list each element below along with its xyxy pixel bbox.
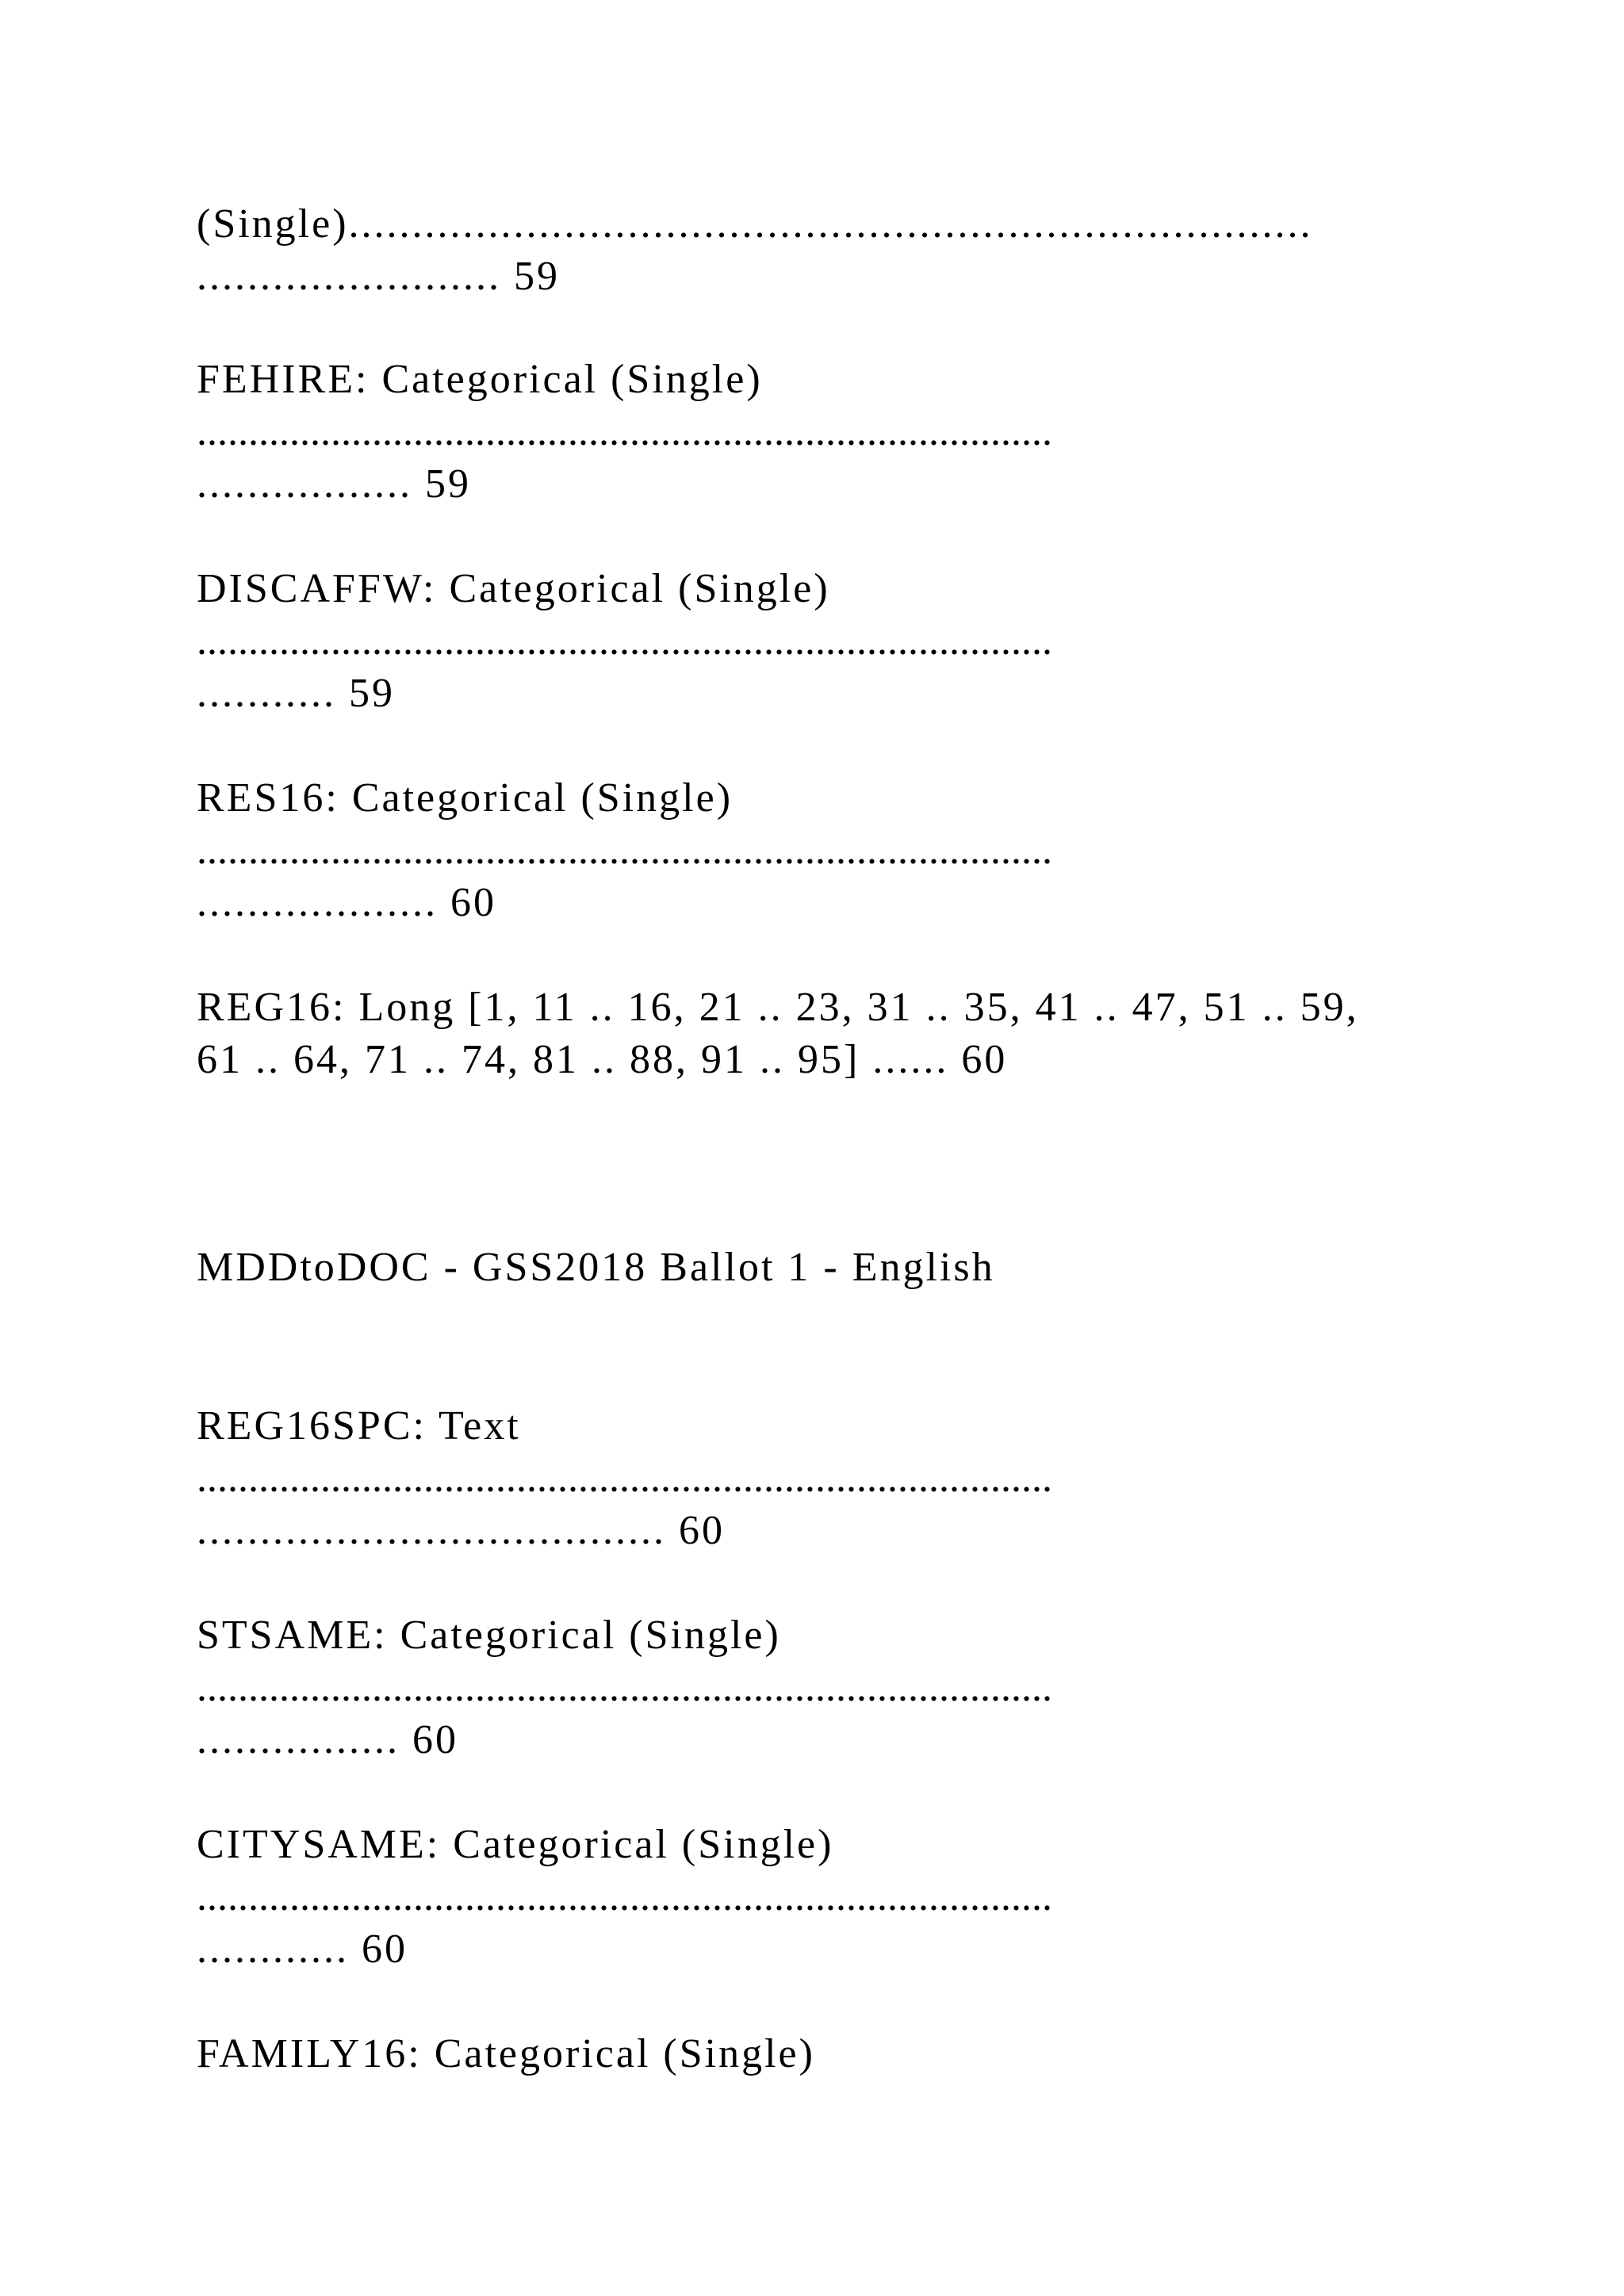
toc-entry-leader: ................................................................................... [197,409,1052,454]
toc-entry-leader: ................................................................................... [197,1874,1052,1919]
toc-entry-title: DISCAFFW: Categorical (Single) [197,566,830,611]
document-header: MDDtoDOC - GSS2018 Ballot 1 - English [197,1245,995,1290]
toc-entry-title: STSAME: Categorical (Single) [197,1613,781,1658]
toc-entry-title: CITYSAME: Categorical (Single) [197,1822,834,1867]
toc-entry-page-line: ........................ 59 [197,254,560,299]
toc-entry-page-line: ................ 60 [197,1717,458,1762]
toc-entry-leader: ................................................................................... [197,1665,1052,1710]
toc-entry-page-line: ................. 59 [197,461,471,507]
toc-entry-page-line: ..................................... 60 [197,1508,725,1553]
toc-entry-line: (Single)............................................................................ [197,201,1313,247]
toc-entry-page-line: 61 .. 64, 71 .. 74, 81 .. 88, 91 .. 95] ...... 60 [197,1037,1008,1082]
toc-entry-page-line: ............ 60 [197,1927,408,1972]
toc-entry-title: REG16SPC: Text [197,1403,521,1448]
toc-entry-title: FEHIRE: Categorical (Single) [197,357,763,402]
toc-entry-title: REG16: Long [1, 11 .. 16, 21 .. 23, 31 .. 35, 41 .. 47, 51 .. 59, [197,985,1359,1030]
toc-entry-leader: ................................................................................... [197,618,1052,664]
toc-entry-leader: ................................................................................... [197,828,1052,873]
toc-entry-page-line: ........... 59 [197,671,395,716]
toc-entry-page-line: ................... 60 [197,880,496,925]
toc-entry-leader: ................................................................................... [197,1456,1052,1501]
toc-entry-title: FAMILY16: Categorical (Single) [197,2031,815,2076]
toc-entry-title: RES16: Categorical (Single) [197,775,733,821]
